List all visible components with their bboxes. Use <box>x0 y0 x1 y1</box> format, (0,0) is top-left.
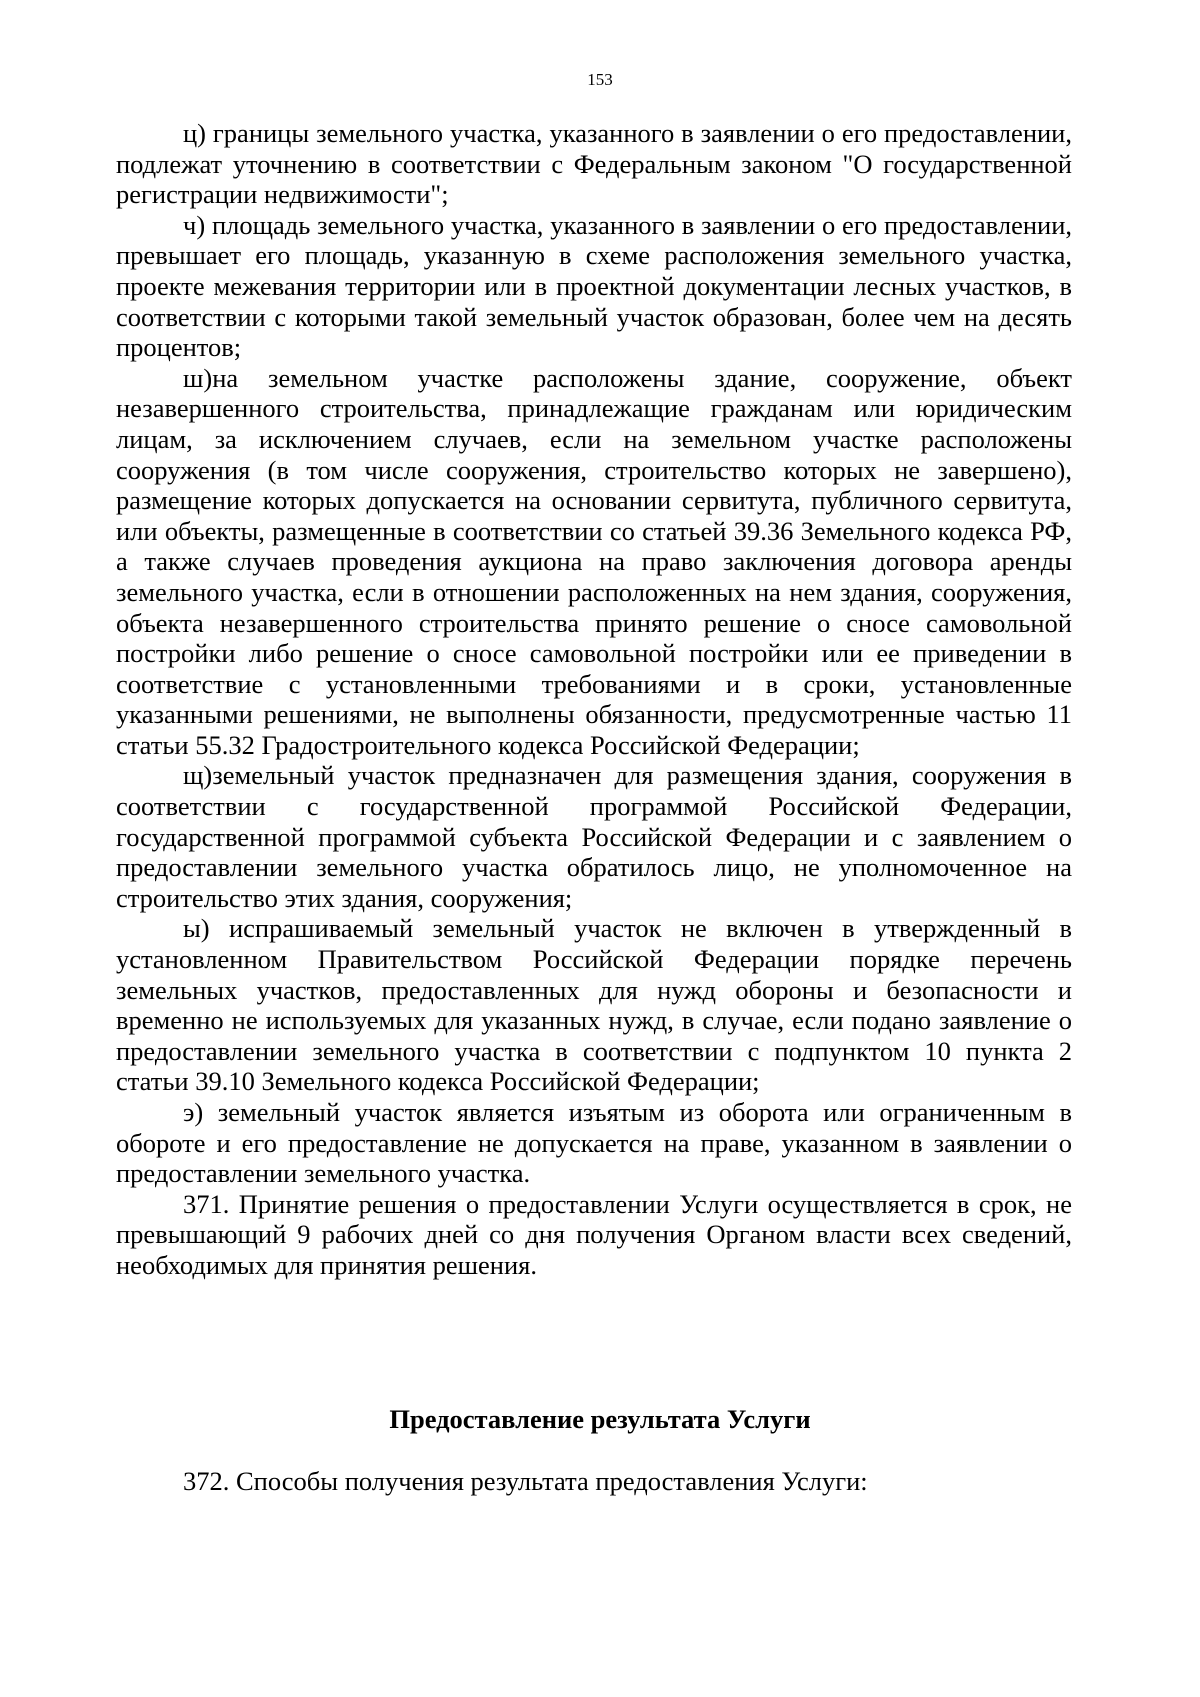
paragraph-sh: ш)на земельном участке расположены здание, сооружение, объект незавершенного строительства, принадлежащие гражданам или юридическим лицам, за исключением случаев, если на земельном участке расположены сооружения (в том числе сооружения, строительство которых не завершено), размещение которых допускается на основании сервитута, публичного сервитута, или объекты, размещенные в соответствии со статьей 39.36 Земельного кодекса РФ, а также случаев проведения аукциона на право заключения договора аренды земельного участка, если в отношении расположенных на нем здания, сооружения, объекта незавершенного строительства принято решение о сносе самовольной постройки либо решение о сносе самовольной постройки или ее приведении в соответствие с установленными требованиями и в сроки, установленные указанными решениями, не выполнены обязанности, предусмотренные частью 11 статьи 55.32 Градостроительного кодекса Российской Федерации; <box>116 362 1072 760</box>
body-text <box>116 118 1072 1281</box>
paragraph-ts: ц) границы земельного участка, указанного в заявлении о его предоставлении, подлежат уточнению в соответствии с Федеральным законом "О государственной регистрации недвижимости"; <box>116 118 1072 210</box>
paragraph-e: э) земельный участок является изъятым из оборота или ограниченным в обороте и его предоставление не допускается на праве, указанном в заявлении о предоставлении земельного участка. <box>116 1097 1072 1189</box>
paragraph-371: 371. Принятие решения о предоставлении Услуги осуществляется в срок, не превышающий 9 рабочих дней со дня получения Органом власти всех сведений, необходимых для принятия решения. <box>116 1188 1072 1280</box>
paragraph-ch: ч) площадь земельного участка, указанного в заявлении о его предоставлении, превышает его площадь, указанную в схеме расположения земельного участка, проекте межевания территории или в проектной документации лесных участков, в соответствии с которыми такой земельный участок образован, более чем на десять процентов; <box>116 209 1072 363</box>
paragraph-372: 372. Способы получения результата предоставления Услуги: <box>183 1466 868 1496</box>
paragraph-shch: щ)земельный участок предназначен для размещения здания, сооружения в соответствии с государственной программой Российской Федерации, государственной программой субъекта Российской Федерации и с заявлением о предоставлении земельного участка обратилось лицо, не уполномоченное на строительство этих здания, сооружения; <box>116 760 1072 913</box>
paragraph-y: ы) испрашиваемый земельный участок не включен в утвержденный в установленном Правительством Российской Федерации порядке перечень земельных участков, предоставленных для нужд обороны и безопасности и временно не используемых для указанных нужд, в случае, если подано заявление о предоставлении земельного участка в соответствии с подпунктом 10 пункта 2 статьи 39.10 Земельного кодекса Российской Федерации; <box>116 913 1072 1097</box>
section-heading: Предоставление результата Услуги <box>389 1404 811 1434</box>
page-number: 153 <box>587 70 613 89</box>
